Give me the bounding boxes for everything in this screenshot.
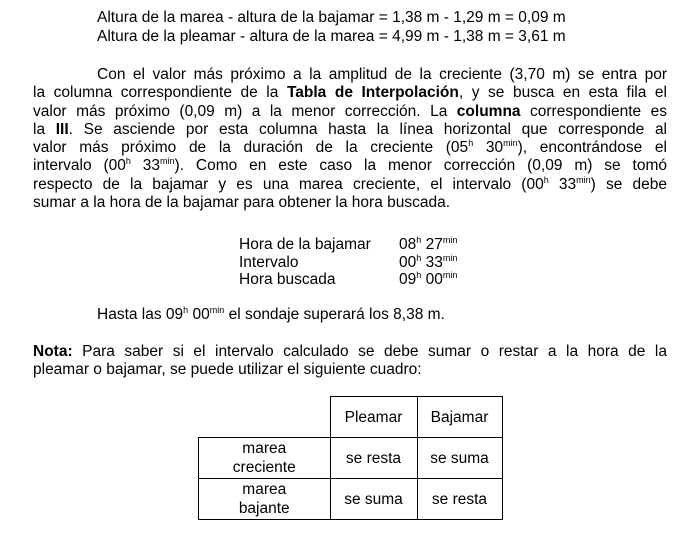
interpolation-paragraph [33,66,667,212]
paragraph-line: sumar a la hora de la bajamar para obtener la hora buscada. [33,194,451,212]
cell: se resta [330,438,417,479]
columna-term: columna [456,102,521,120]
paragraph-line: Con el valor más próximo a la amplitud de la creciente (3,70 m) se entra por [97,66,667,83]
row-label-creciente: marea creciente [199,438,331,479]
time-calculation [239,236,479,289]
nota-label: Nota: [33,343,73,360]
paragraph-line: valor más próximo de la duración de la creciente (05$^h$ $30^{min}$), encontrándose el [33,138,667,157]
paragraph-line: la III. Se asciende por esta columna hasta la línea horizontal que corresponde al [33,120,668,138]
paragraph-line: valor más próximo (0,09 m) a la menor corrección. La columna correspondiente es [33,102,668,120]
formula-line-2: Altura de la pleamar - altura de la marea = 4,99 m - 1,38 m = 3,61 m [97,28,566,45]
nota-paragraph [33,343,667,380]
paragraph-line: la columna correspondiente de la Tabla de Interpolación, y se busca en esta fila el [33,84,667,102]
header-bajamar: Bajamar [417,397,502,438]
nota-line: pleamar o bajamar, se puede utilizar el siguiente cuadro: [33,361,422,379]
cell: se suma [417,438,502,479]
sum-subtract-table [198,396,503,520]
cell: se resta [417,479,502,520]
row-label-bajante: marea bajante [199,479,331,520]
table-row [199,438,503,479]
tabla-interpolacion-term: Tabla de Interpolación [286,84,459,102]
paragraph-line: respecto de la bajamar y es una marea creciente, el intervalo (00$^h$ $33^{min}$) se debe [33,174,667,193]
formula-line-1: Altura de la marea - altura de la bajamar = 1,38 m - 1,29 m = 0,09 m [97,9,566,26]
hasta-line: Hasta las 09$^h$ $00^{min}$ el sondaje superará los 8,38 m. [97,305,445,323]
column-number-term: III [55,120,69,138]
header-pleamar: Pleamar [330,397,417,438]
calc-row: Hora de la bajamar 08$^h$ $27^{min}$ [239,235,458,253]
cell: se suma [330,479,417,520]
nota-line: Nota: Para saber si el intervalo calculado se debe sumar o restar a la hora de la [33,343,667,360]
calc-row: Intervalo 00$^h$ $33^{min}$ [239,252,458,271]
calc-row: Hora buscada 09$^h$ $00^{min}$ [239,270,458,288]
paragraph-line: intervalo (00$^h$ $33^{min}$). Como en este caso la menor corrección (0,09 m) se tomó [33,156,667,175]
table-row [199,479,503,520]
